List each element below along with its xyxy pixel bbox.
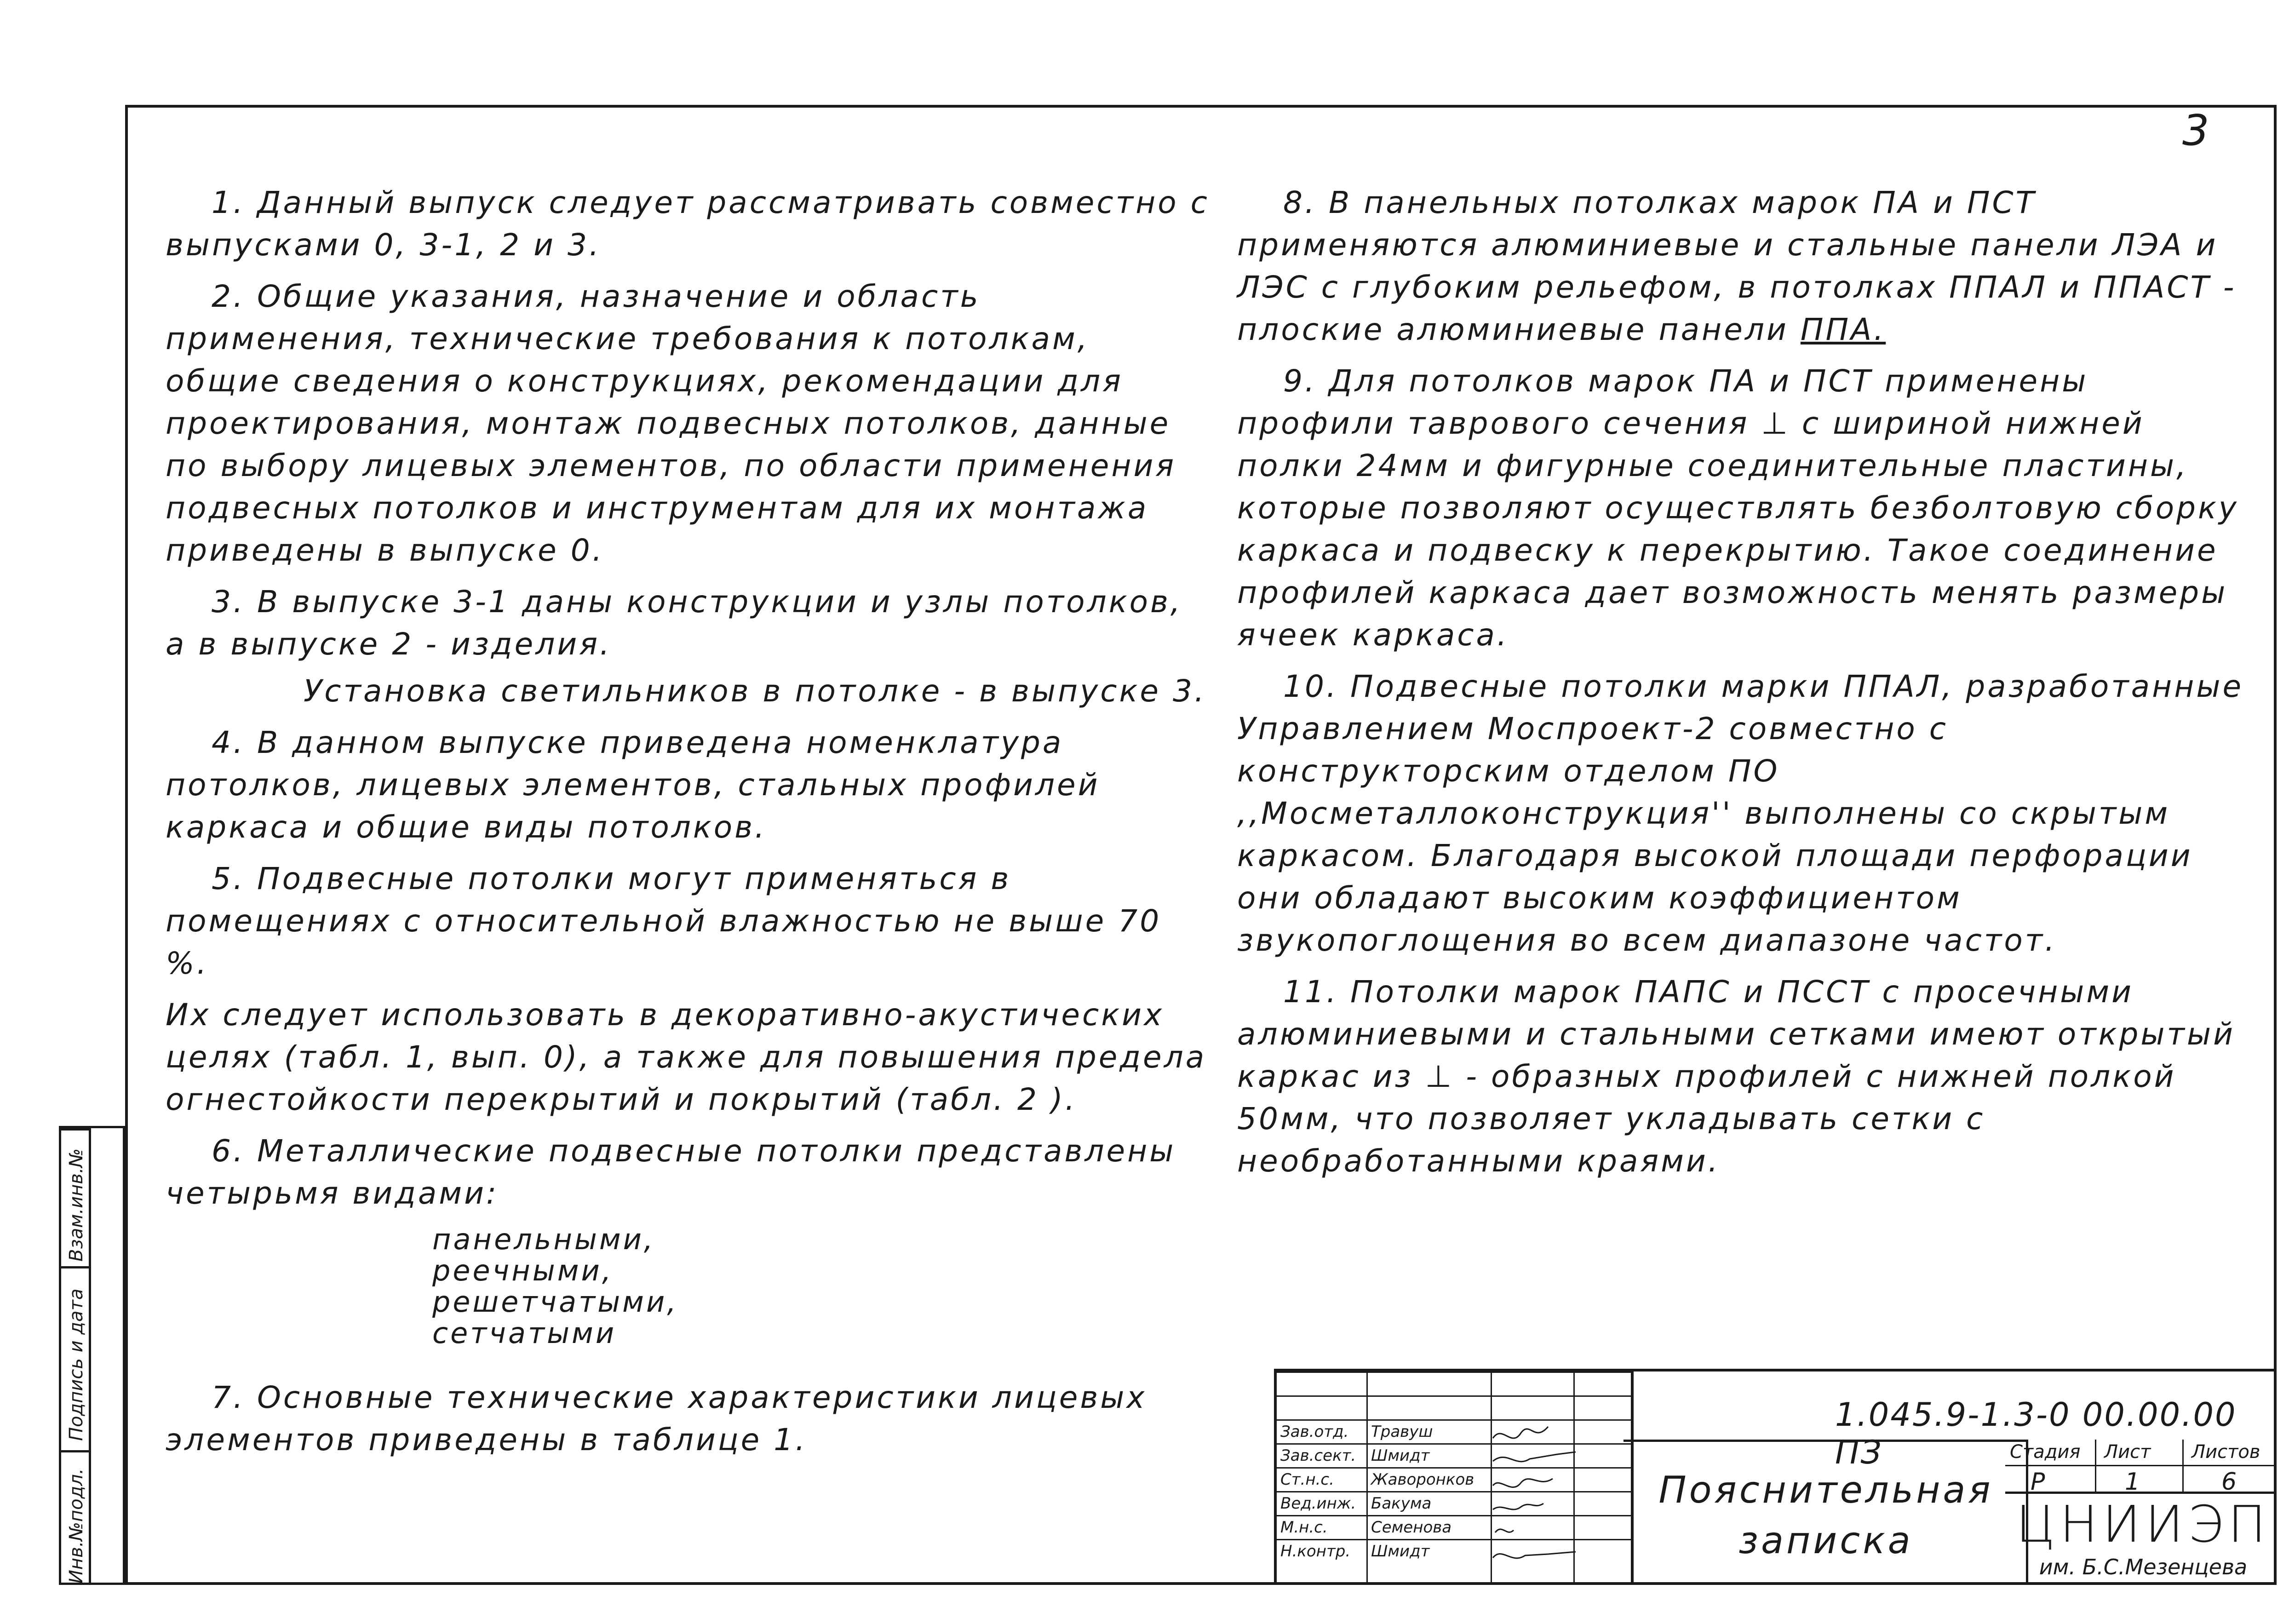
margin-stamp-divider — [61, 1266, 89, 1268]
document-title-line2: записка — [1738, 1519, 1913, 1562]
signature-role: Вед.инж. — [1280, 1494, 1356, 1513]
sheets-header: Листов — [2191, 1441, 2260, 1463]
stage-header: Стадия — [2010, 1441, 2081, 1463]
note-item-8-text: 8. В панельных потолках марок ПА и ПСТ применяются алюминиевые и стальные панели ЛЭА и ЛЭС с глубоким рельефом, в потолках ППАЛ и ППАСТ - плоские алюминиевые панели — [1237, 185, 2237, 347]
note-item-9: 9. Для потолков марок ПА и ПСТ применены профили таврового сечения ⊥ с шириной нижней полки 24мм и фигурные соединительные пластины, которые позволяют осуществлять безболтовую сборку каркаса и подвеску к перекрытию. Такое соединение профилей каркаса дает возможность менять размеры ячеек каркаса. — [1237, 363, 2239, 653]
handwritten-signatures — [1277, 1372, 1631, 1585]
margin-label-replacement: Взам.инв.№ — [66, 1148, 87, 1262]
document-title-line1: Пояснительная — [1658, 1469, 1993, 1511]
sheet-header: Лист — [2104, 1441, 2151, 1463]
document-code: 1.045.9-1.3-0 00.00.00 ПЗ — [1835, 1396, 2237, 1471]
note-item-3: 3. В выпуске 3-1 даны конструкции и узлы потолков, а в выпуске 2 - изделия. — [166, 584, 1182, 662]
note-item-4: 4. В данном выпуске приведена номенклатура потолков, лицевых элементов, стальных профилей каркаса и общие виды потолков. — [166, 725, 1100, 845]
organization-name: ЦНИИЭП — [2016, 1495, 2271, 1554]
signature-role: М.н.с. — [1280, 1518, 1328, 1537]
signature-name: Травуш — [1371, 1423, 1433, 1441]
note-item-6: 6. Металлические подвесные потолки представлены четырьмя видами: — [166, 1133, 1176, 1211]
signature-role: Ст.н.с. — [1280, 1470, 1334, 1489]
organization-subtitle: им. Б.С.Мезенцева — [2039, 1555, 2248, 1579]
document-title — [1656, 1465, 1996, 1566]
note-item-8 — [1237, 182, 2249, 351]
list-item: решетчатыми, — [432, 1285, 678, 1319]
note-item-5-continued: Их следует использовать в декоративно-акустических целях (табл. 1, вып. 0), а также для повышения предела огнестойкости перекрытий и покрытий (табл. 2 ). — [166, 997, 1207, 1117]
signature-role: Н.контр. — [1280, 1542, 1351, 1561]
signature-name: Шмидт — [1371, 1542, 1430, 1561]
left-column — [166, 182, 1210, 1470]
margin-label-inventory: Инв.№подл. — [66, 1468, 87, 1584]
note-item-2: 2. Общие указания, назначение и область применения, технические требования к потолкам, общие сведения о конструкциях, рекомендации для проектирования, монтаж подвесных потолков, данные по выбору лицевых элементов, по области применения подвесных потолков и инструментам для их монтажа приведены в выпуске 0. — [166, 279, 1176, 568]
sheets-value: 6 — [2221, 1468, 2237, 1496]
ceiling-types-list — [166, 1224, 1210, 1349]
margin-stamp — [59, 1126, 125, 1585]
signature-role: Зав.отд. — [1280, 1423, 1349, 1441]
note-item-3-continued: Установка светильников в потолке - в выпуске 3. — [304, 673, 1206, 709]
note-item-10: 10. Подвесные потолки марки ППАЛ, разработанные Управлением Моспроект-2 совместно с конструкторским отделом ПО ,,Мосметаллоконструкция'' выполнены со скрытым каркасом. Благодаря высокой площади перфорации они обладают высоким коэффициентом звукопоглощения во всем диапазоне частот. — [1237, 669, 2244, 958]
page-number: 3 — [2182, 106, 2209, 155]
right-column — [1237, 182, 2249, 1192]
margin-label-signature-date: Подпись и дата — [66, 1288, 87, 1441]
list-item: реечными, — [432, 1254, 614, 1287]
list-item: сетчатыми — [432, 1316, 617, 1350]
signature-name: Бакума — [1371, 1494, 1432, 1513]
margin-stamp-divider — [61, 1450, 89, 1452]
signature-table — [1277, 1372, 1634, 1585]
stage-value: Р — [2031, 1468, 2045, 1496]
signature-name: Жаворонков — [1371, 1470, 1474, 1489]
note-item-5: 5. Подвесные потолки могут применяться в помещениях с относительной влажностью не выше 70 %. — [166, 861, 1162, 981]
signature-name: Семенова — [1371, 1518, 1452, 1537]
sheet-value: 1 — [2125, 1468, 2140, 1496]
note-item-11: 11. Потолки марок ПАПС и ПССТ с просечными алюминиевыми и стальными сетками имеют открытый каркас из ⊥ - образных профилей с нижней полкой 50мм, что позволяет укладывать сетки с необработанными краями. — [1237, 974, 2235, 1179]
note-item-7: 7. Основные технические характеристики лицевых элементов приведены в таблице 1. — [166, 1380, 1147, 1458]
note-item-1: 1. Данный выпуск следует рассматривать совместно с выпусками 0, 3-1, 2 и 3. — [166, 185, 1210, 263]
list-item: панельными, — [432, 1222, 655, 1256]
signature-role: Зав.сект. — [1280, 1446, 1356, 1465]
signature-name: Шмидт — [1371, 1446, 1430, 1465]
note-item-8-underlined: ППА. — [1800, 312, 1886, 347]
